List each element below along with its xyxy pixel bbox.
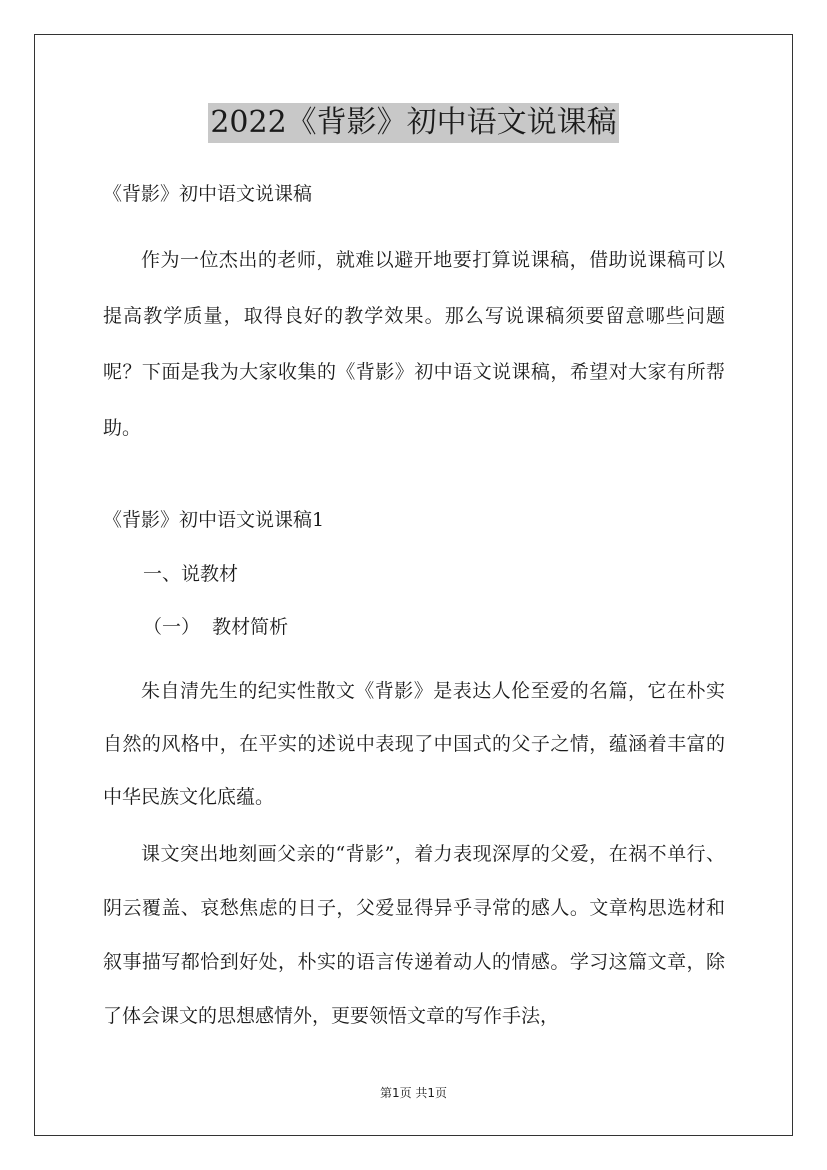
heading-material-analysis: （一） 教材简析: [143, 616, 289, 638]
intro-paragraph: 作为一位杰出的老师，就难以避开地要打算说课稿，借助说课稿可以提高教学质量，取得良好的教学效果。那么写说课稿须要留意哪些问题呢？下面是我为大家收集的《背影》初中语文说课稿，希望对大家有所帮助。: [103, 249, 725, 439]
body-paragraph-1: 朱自清先生的纪实性散文《背影》是表达人伦至爱的名篇，它在朴实自然的风格中，在平实的述说中表现了中国式的父子之情，蕴涵着丰富的中华民族文化底蕴。: [103, 680, 725, 808]
heading-teaching-material: 一、说教材: [143, 563, 239, 585]
document-title: 2022《背影》初中语文说课稿: [208, 103, 618, 143]
section-title: 《背影》初中语文说课稿1: [103, 509, 325, 531]
subtitle: 《背影》初中语文说课稿: [103, 183, 313, 205]
page-footer: 第1页 共1页: [379, 1086, 448, 1100]
title-container: [0, 103, 827, 143]
body-paragraph-2: 课文突出地刻画父亲的“背影”，着力表现深厚的父爱，在祸不单行、阴云覆盖、哀愁焦虑的日子，父爱显得异乎寻常的感人。文章构思选材和叙事描写都恰到好处，朴实的语言传递着动人的情感。学习这篇文章，除了体会课文的思想感情外，更要领悟文章的写作手法，: [103, 843, 725, 1027]
